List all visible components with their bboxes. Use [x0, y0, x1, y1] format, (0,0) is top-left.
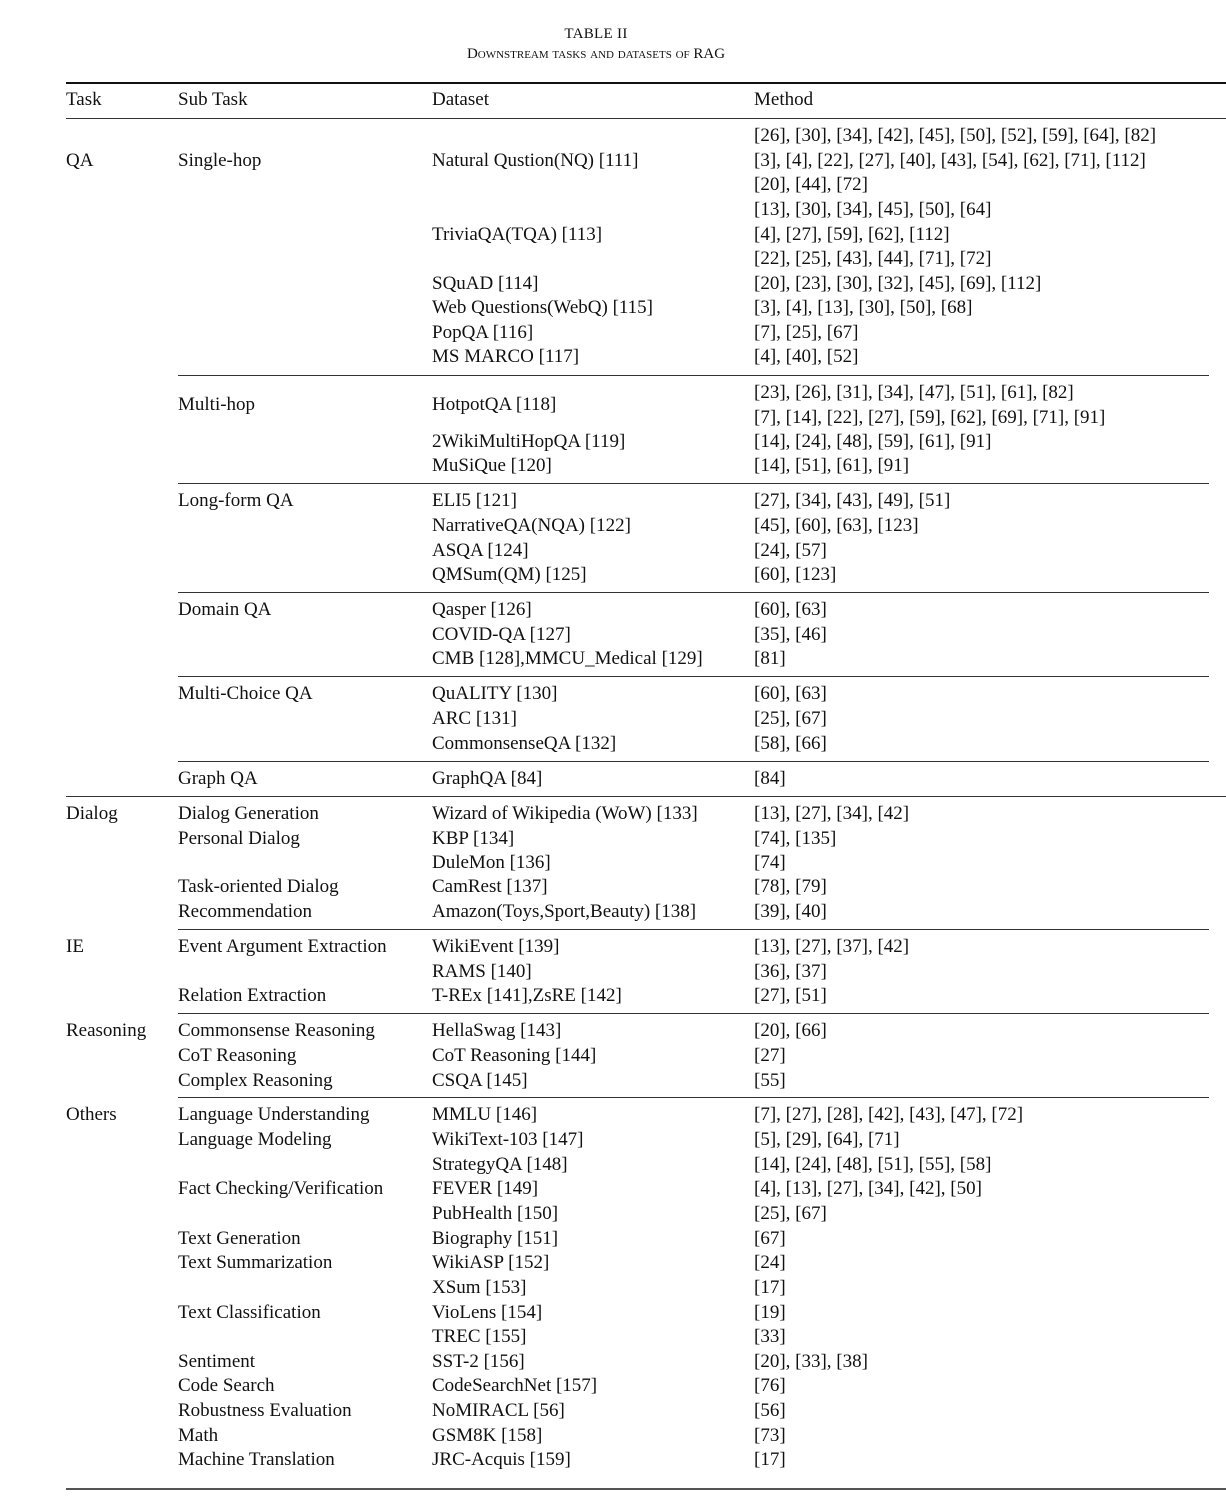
subtask-cell: Text Summarization — [178, 1252, 333, 1273]
method-cell: [3], [4], [22], [27], [40], [43], [54], [62], [71], [112] — [754, 149, 1146, 171]
subtask-cell: Math — [178, 1425, 219, 1446]
dataset-cell: DuleMon [136] — [432, 852, 551, 873]
method-cell: [23], [26], [31], [34], [47], [51], [61], [82] — [754, 382, 1074, 403]
dataset-cell: PubHealth [150] — [432, 1203, 559, 1224]
method-cell: [24], [57] — [754, 540, 827, 561]
method-cell: [4], [40], [52] — [754, 346, 859, 367]
method-cell: [73] — [754, 1425, 786, 1446]
method-cell: [5], [29], [64], [71] — [754, 1129, 900, 1150]
subtask-cell: Code Search — [178, 1375, 275, 1396]
section-divider — [178, 592, 1209, 593]
method-cell: [76] — [754, 1375, 786, 1396]
method-cell: [81] — [754, 648, 786, 669]
method-cell: [60], [63] — [754, 683, 827, 704]
dataset-cell: CamRest [137] — [432, 876, 548, 897]
method-cell: [20], [66] — [754, 1020, 827, 1041]
subtask-cell: Event Argument Extraction — [178, 936, 387, 957]
method-cell: [14], [24], [48], [59], [61], [91] — [754, 431, 992, 452]
method-cell: [20], [44], [72] — [754, 174, 868, 195]
method-cell: [67] — [754, 1228, 786, 1249]
method-cell: [56] — [754, 1400, 786, 1421]
task-cell: Others — [66, 1104, 117, 1125]
method-cell: [14], [51], [61], [91] — [754, 455, 910, 476]
method-cell: [7], [25], [67] — [754, 322, 859, 343]
subtask-cell: Domain QA — [178, 599, 272, 620]
section-divider — [178, 375, 1209, 376]
subtask-cell: Sentiment — [178, 1351, 256, 1372]
col-header-method: Method — [754, 89, 814, 110]
dataset-cell: QuALITY [130] — [432, 683, 558, 704]
bottom-rule — [66, 1488, 1226, 1490]
subtask-cell: Commonsense Reasoning — [178, 1020, 375, 1041]
subtask-cell: Graph QA — [178, 768, 258, 789]
subtask-cell: Personal Dialog — [178, 828, 300, 849]
dataset-cell: CSQA [145] — [432, 1070, 528, 1091]
task-cell: Dialog — [66, 803, 118, 824]
method-cell: [45], [60], [63], [123] — [754, 515, 919, 536]
method-cell: [25], [67] — [754, 1203, 827, 1224]
col-header-subtask: Sub Task — [178, 89, 248, 110]
dataset-cell: TREC [155] — [432, 1326, 527, 1347]
method-cell: [39], [40] — [754, 901, 827, 922]
dataset-cell: CommonsenseQA [132] — [432, 733, 617, 754]
method-cell: [84] — [754, 768, 786, 789]
method-cell: [24] — [754, 1252, 786, 1273]
top-rule — [66, 82, 1226, 84]
dataset-cell: CodeSearchNet [157] — [432, 1375, 598, 1396]
method-cell: [3], [4], [13], [30], [50], [68] — [754, 297, 973, 318]
subtask-cell: CoT Reasoning — [178, 1045, 297, 1066]
dataset-cell: FEVER [149] — [432, 1178, 539, 1199]
subtask-cell: Single-hop — [178, 149, 262, 171]
method-cell: [74] — [754, 852, 786, 873]
method-cell: [22], [25], [43], [44], [71], [72] — [754, 248, 992, 269]
dataset-cell: ELI5 [121] — [432, 490, 517, 511]
dataset-cell: ARC [131] — [432, 708, 517, 729]
dataset-cell: GSM8K [158] — [432, 1425, 543, 1446]
method-cell: [7], [14], [22], [27], [59], [62], [69], [71], [91] — [754, 406, 1106, 428]
dataset-cell: Web Questions(WebQ) [115] — [432, 297, 654, 318]
method-cell: [17] — [754, 1277, 786, 1298]
dataset-cell: XSum [153] — [432, 1277, 527, 1298]
dataset-cell: RAMS [140] — [432, 961, 532, 982]
table-caption-label: TABLE II — [564, 26, 628, 42]
dataset-cell: NoMIRACL [56] — [432, 1400, 565, 1421]
subtask-cell: Machine Translation — [178, 1449, 335, 1470]
dataset-cell: VioLens [154] — [432, 1302, 543, 1323]
col-header-dataset: Dataset — [432, 89, 489, 110]
dataset-cell: WikiText-103 [147] — [432, 1129, 584, 1150]
method-cell: [7], [27], [28], [42], [43], [47], [72] — [754, 1104, 1024, 1125]
dataset-cell: CMB [128],MMCU_Medical [129] — [432, 648, 703, 669]
dataset-cell: HotpotQA [118] — [432, 394, 557, 416]
method-cell: [4], [27], [59], [62], [112] — [754, 223, 950, 245]
section-divider — [178, 761, 1209, 762]
method-cell: [26], [30], [34], [42], [45], [50], [52], [59], [64], [82] — [754, 125, 1157, 146]
dataset-cell: SST-2 [156] — [432, 1351, 525, 1372]
subtask-cell: Dialog Generation — [178, 803, 319, 824]
dataset-cell: Biography [151] — [432, 1228, 559, 1249]
dataset-cell: StrategyQA [148] — [432, 1154, 568, 1175]
dataset-cell: NarrativeQA(NQA) [122] — [432, 515, 631, 536]
method-cell: [27], [34], [43], [49], [51] — [754, 490, 951, 511]
dataset-cell: T-REx [141],ZsRE [142] — [432, 985, 622, 1006]
dataset-cell: MuSiQue [120] — [432, 455, 552, 476]
method-cell: [78], [79] — [754, 876, 827, 897]
method-cell: [4], [13], [27], [34], [42], [50] — [754, 1178, 982, 1199]
dataset-cell: WikiASP [152] — [432, 1252, 550, 1273]
col-header-task: Task — [66, 89, 102, 110]
subtask-cell: Language Understanding — [178, 1104, 370, 1125]
dataset-cell: 2WikiMultiHopQA [119] — [432, 431, 626, 452]
dataset-cell: QMSum(QM) [125] — [432, 564, 587, 585]
dataset-cell: PopQA [116] — [432, 322, 534, 343]
subtask-cell: Text Classification — [178, 1302, 321, 1323]
dataset-cell: Amazon(Toys,Sport,Beauty) [138] — [432, 901, 697, 922]
subtask-cell: Multi-hop — [178, 394, 256, 416]
subtask-cell: Long-form QA — [178, 490, 294, 511]
dataset-cell: KBP [134] — [432, 828, 515, 849]
method-cell: [74], [135] — [754, 828, 837, 849]
dataset-cell: WikiEvent [139] — [432, 936, 560, 957]
subtask-cell: Multi-Choice QA — [178, 683, 313, 704]
method-cell: [58], [66] — [754, 733, 827, 754]
dataset-cell: CoT Reasoning [144] — [432, 1045, 597, 1066]
method-cell: [60], [63] — [754, 599, 827, 620]
section-divider — [66, 796, 1226, 797]
section-divider — [178, 929, 1209, 930]
method-cell: [33] — [754, 1326, 786, 1347]
method-cell: [27] — [754, 1045, 786, 1066]
section-divider — [178, 1013, 1209, 1014]
subtask-cell: Complex Reasoning — [178, 1070, 333, 1091]
subtask-cell: Task-oriented Dialog — [178, 876, 339, 897]
section-divider — [178, 483, 1209, 484]
dataset-cell: SQuAD [114] — [432, 273, 539, 294]
subtask-cell: Robustness Evaluation — [178, 1400, 352, 1421]
method-cell: [20], [33], [38] — [754, 1351, 868, 1372]
method-cell: [60], [123] — [754, 564, 837, 585]
header-rule — [66, 118, 1226, 119]
task-cell: Reasoning — [66, 1020, 147, 1041]
method-cell: [35], [46] — [754, 624, 827, 645]
table-caption-title: Downstream tasks and datasets of RAG — [466, 46, 726, 62]
method-cell: [14], [24], [48], [51], [55], [58] — [754, 1154, 992, 1175]
method-cell: [13], [27], [34], [42] — [754, 803, 910, 824]
subtask-cell: Fact Checking/Verification — [178, 1178, 384, 1199]
method-cell: [25], [67] — [754, 708, 827, 729]
dataset-cell: JRC-Acquis [159] — [432, 1449, 571, 1470]
dataset-cell: COVID-QA [127] — [432, 624, 571, 645]
method-cell: [13], [27], [37], [42] — [754, 936, 910, 957]
section-divider — [178, 1097, 1209, 1098]
dataset-cell: ASQA [124] — [432, 540, 529, 561]
task-cell: QA — [66, 149, 94, 171]
method-cell: [13], [30], [34], [45], [50], [64] — [754, 199, 992, 220]
method-cell: [27], [51] — [754, 985, 827, 1006]
section-divider — [178, 676, 1209, 677]
subtask-cell: Language Modeling — [178, 1129, 332, 1150]
dataset-cell: MS MARCO [117] — [432, 346, 580, 367]
dataset-cell: Wizard of Wikipedia (WoW) [133] — [432, 803, 698, 824]
dataset-cell: Natural Qustion(NQ) [111] — [432, 149, 639, 171]
dataset-cell: HellaSwag [143] — [432, 1020, 562, 1041]
dataset-cell: TriviaQA(TQA) [113] — [432, 223, 603, 245]
task-cell: IE — [66, 936, 84, 957]
method-cell: [19] — [754, 1302, 786, 1323]
method-cell: [17] — [754, 1449, 786, 1470]
method-cell: [20], [23], [30], [32], [45], [69], [112] — [754, 273, 1042, 294]
method-cell: [36], [37] — [754, 961, 827, 982]
subtask-cell: Text Generation — [178, 1228, 301, 1249]
method-cell: [55] — [754, 1070, 786, 1091]
dataset-cell: GraphQA [84] — [432, 768, 543, 789]
subtask-cell: Recommendation — [178, 901, 313, 922]
dataset-cell: MMLU [146] — [432, 1104, 538, 1125]
subtask-cell: Relation Extraction — [178, 985, 327, 1006]
dataset-cell: Qasper [126] — [432, 599, 532, 620]
